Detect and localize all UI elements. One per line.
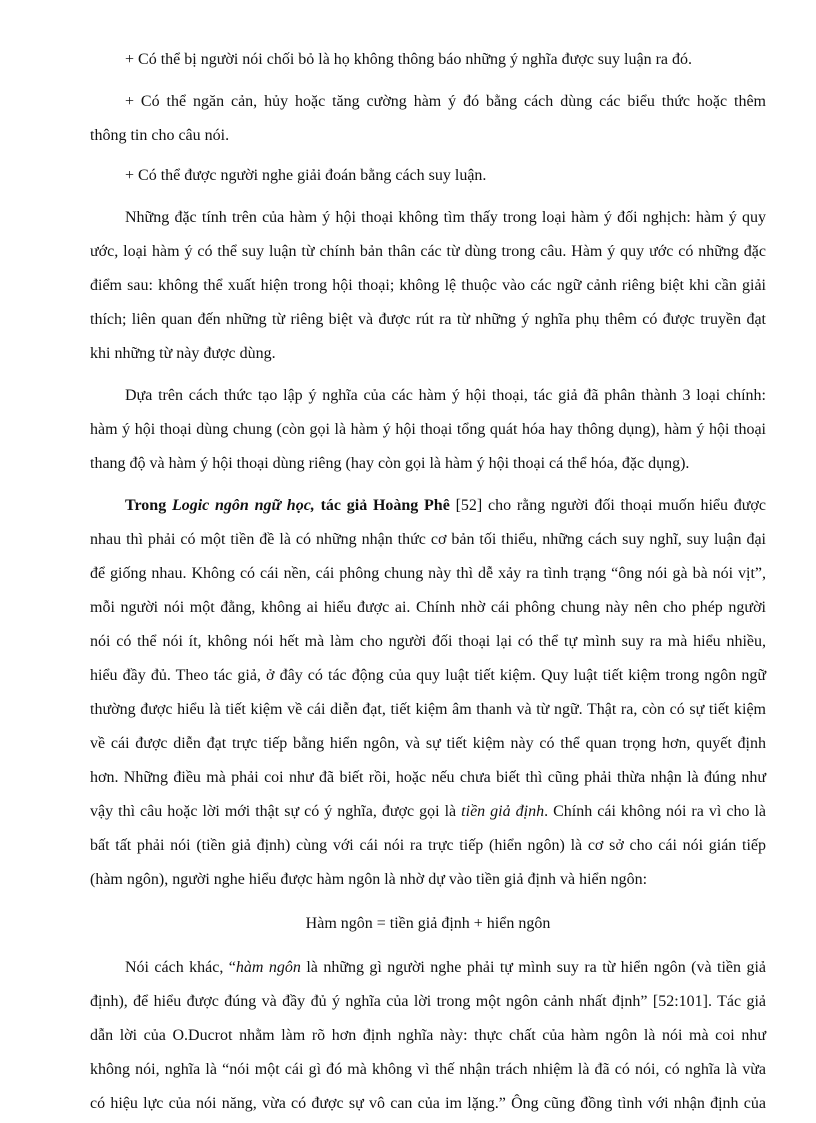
- paragraph-line: để giống nhau. Không có cái nền, cái phông chung này thì dễ xảy ra tình trạng “ông nói gà bà nói vịt”,: [90, 565, 766, 582]
- paragraph-line: về cái được diễn đạt trực tiếp bằng hiển ngôn, và sự tiết kiệm này có thể quan trọng hơn, quyết định: [90, 735, 766, 752]
- formula: Hàm ngôn = tiền giả định + hiển ngôn: [305, 915, 551, 932]
- bullet-line: + Có thể bị người nói chối bỏ là họ không thông báo những ý nghĩa được suy luận ra đó.: [125, 51, 693, 68]
- paragraph-line: không nói, nghĩa là “nói một cái gì đó mà không vì thế nhận trách nhiệm là đã có nói, có nghĩa là vừa: [90, 1061, 766, 1078]
- paragraph-line: ước, loại hàm ý có thể suy luận từ chính bản thân các từ dùng trong câu. Hàm ý quy ước có những đặc: [90, 243, 766, 260]
- line-text: . Chính cái không nói ra vì cho là: [544, 803, 767, 820]
- paragraph-line: mỗi người nói một đằng, không ai hiểu được ai. Chính nhờ cái phông chung này nên cho phép người: [90, 599, 766, 616]
- line-text: Nói cách khác, “: [125, 959, 236, 976]
- paragraph-line: có hiệu lực của nói năng, vừa có được sự vô can của im lặng.” Ông cũng đồng tình với nhận định của: [90, 1095, 766, 1112]
- paragraph-line: hiểu đầy đủ. Theo tác giả, ở đây có tác động của quy luật tiết kiệm. Quy luật tiết kiệm trong ngôn ngữ: [90, 667, 766, 684]
- line-text: là những gì người nghe phải tự mình suy ra từ hiển ngôn (và tiền giả: [300, 959, 767, 976]
- author-name: tác giả Hoàng Phê: [314, 497, 450, 514]
- paragraph-line: [125, 958, 766, 978]
- bullet-line: + Có thể được người nghe giải đoán bằng cách suy luận.: [125, 167, 487, 184]
- term-italic: hàm ngôn: [235, 959, 301, 976]
- bullet-line: thông tin cho câu nói.: [90, 127, 230, 144]
- paragraph-line: nói có thể nói ít, không nói hết mà làm cho người đối thoại lại có thể tự mình suy ra mà hiểu nhiều,: [90, 633, 766, 650]
- paragraph-line: thang độ và hàm ý hội thoại dùng riêng (hay còn gọi là hàm ý hội thoại cá thể hóa, đặc dụng).: [90, 455, 690, 472]
- paragraph-line: Những đặc tính trên của hàm ý hội thoại không tìm thấy trong loại hàm ý đối nghịch: hàm ý quy: [125, 209, 766, 226]
- paragraph-line: Dựa trên cách thức tạo lập ý nghĩa của các hàm ý hội thoại, tác giả đã phân thành 3 loại chính:: [125, 387, 766, 404]
- line-text: vậy thì câu hoặc lời mới thật sự có ý nghĩa, được gọi là: [90, 803, 462, 820]
- paragraph-line: định), để hiểu được đúng và đầy đủ ý nghĩa của lời trong một ngôn cảnh nhất định” [52:101]. Tác giả: [90, 993, 766, 1010]
- book-title: Logic ngôn ngữ học,: [171, 497, 315, 514]
- paragraph-line: [125, 496, 766, 516]
- bold-lead: Trong: [125, 497, 172, 514]
- paragraph-line: hàm ý hội thoại dùng chung (còn gọi là hàm ý hội thoại tổng quát hóa hay thông dụng), hàm ý hội thoại: [90, 421, 766, 438]
- paragraph-line: thích; liên quan đến những từ riêng biệt và được rút ra từ những ý nghĩa phụ thêm có được truyền đạt: [90, 311, 766, 328]
- paragraph-line: thường được hiểu là tiết kiệm về cái diễn đạt, tiết kiệm âm thanh và từ ngữ. Thật ra, còn có sự tiết kiệm: [90, 701, 766, 718]
- paragraph-line: (hàm ngôn), người nghe hiểu được hàm ngôn là nhờ dự vào tiền giả định và hiển ngôn:: [90, 871, 648, 888]
- paragraph-line: khi những từ này được dùng.: [90, 345, 276, 362]
- paragraph-line: bất tất phải nói (tiền giả định) cùng với cái nói ra trực tiếp (hiển ngôn) là cơ sở cho cái nói gián tiếp: [90, 837, 766, 854]
- bullet-line: + Có thể ngăn cản, hủy hoặc tăng cường hàm ý đó bằng cách dùng các biểu thức hoặc thêm: [125, 93, 766, 110]
- paragraph-line: nhau thì phải có một tiền đề là có những nhận thức cơ bản tối thiểu, những cách suy nghĩ, suy luận đại: [90, 531, 766, 548]
- paragraph-line: [90, 802, 766, 822]
- paragraph-line: dẫn lời của O.Ducrot nhằm làm rõ hơn định nghĩa này: thực chất của hàm ngôn là nói mà coi như: [90, 1027, 766, 1044]
- line-rest: [52] cho rằng người đối thoại muốn hiểu được: [449, 497, 766, 514]
- term-italic: tiền giả định: [461, 803, 545, 820]
- paragraph-line: điểm sau: không thể xuất hiện trong hội thoại; không lệ thuộc vào các ngữ cảnh riêng biệt khi cần giải: [90, 277, 766, 294]
- paragraph-line: hơn. Những điều mà phải coi như đã biết rồi, hoặc nếu chưa biết thì cũng phải thừa nhận là đúng như: [90, 769, 766, 786]
